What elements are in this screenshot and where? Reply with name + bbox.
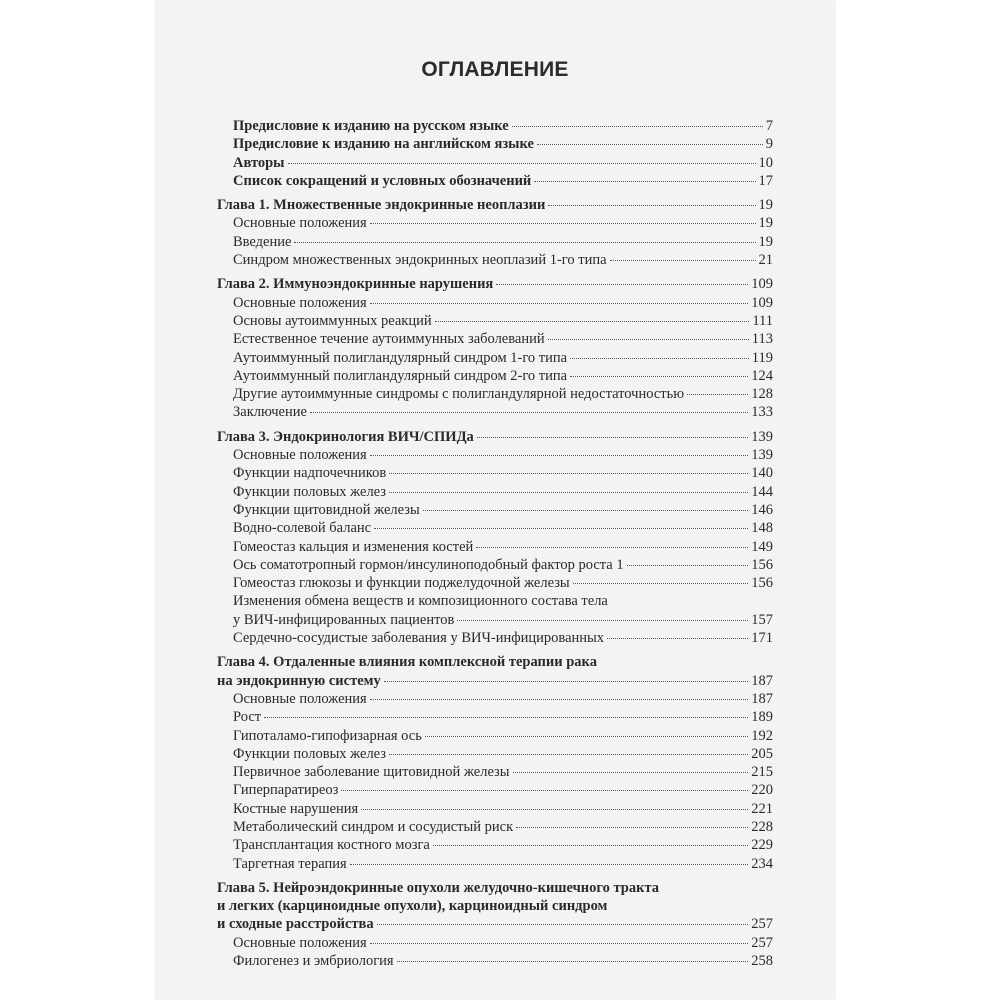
toc-section-entry-text: Метаболический синдром и сосудистый риск <box>233 818 514 835</box>
toc-chapter-heading-page: 257 <box>751 916 773 933</box>
toc-section-entry[interactable] <box>217 611 773 629</box>
dot-leader <box>687 394 748 395</box>
dot-leader <box>374 528 748 529</box>
toc-section-entry[interactable] <box>217 574 773 592</box>
toc-section-entry[interactable] <box>217 519 773 537</box>
toc-section-entry-page: 189 <box>751 709 773 726</box>
toc-section-entry-page: 128 <box>751 386 773 403</box>
toc-section-entry-text: Заключение <box>233 404 307 421</box>
toc-chapter-heading-text: Глава 5. Нейроэндокринные опухоли желудочно-кишечного тракта <box>217 879 660 896</box>
dot-leader <box>384 681 748 682</box>
toc-section-entry[interactable] <box>217 464 773 482</box>
toc-chapter-heading-text: Глава 1. Множественные эндокринные неоплазии <box>217 197 546 214</box>
toc-section-entry-text: Гипоталамо-гипофизарная ось <box>233 727 422 744</box>
dot-leader <box>397 961 749 962</box>
toc-section-entry-page: 124 <box>751 367 773 384</box>
dot-leader <box>361 809 748 810</box>
dot-leader <box>627 565 749 566</box>
dot-leader <box>389 492 748 493</box>
toc-section-entry[interactable] <box>217 727 773 745</box>
toc-chapter-heading-page: 139 <box>751 428 773 445</box>
toc-section-entry-text: Функции щитовидной железы <box>233 501 420 518</box>
toc-section-entry-text: Основные положения <box>233 294 367 311</box>
dot-leader <box>548 339 749 340</box>
toc-section-entry[interactable] <box>217 556 773 574</box>
toc-section-entry[interactable] <box>217 403 773 421</box>
toc-section-entry-page: 21 <box>758 252 773 269</box>
toc-section-entry[interactable] <box>217 501 773 519</box>
toc-section-entry-page: 187 <box>751 690 773 707</box>
toc-section-entry[interactable] <box>217 294 773 312</box>
toc-front-matter-entry[interactable] <box>217 154 773 172</box>
dot-leader <box>477 437 748 438</box>
toc-section-entry-page: 113 <box>751 331 773 348</box>
dot-leader <box>570 358 749 359</box>
dot-leader <box>534 181 755 182</box>
toc-front-matter-entry-page: 10 <box>758 154 773 171</box>
dot-leader <box>516 827 748 828</box>
toc-section-entry-text: Другие аутоиммунные синдромы с полигландулярной недостаточностью <box>233 386 685 403</box>
toc-section-entry-page: 205 <box>751 745 773 762</box>
toc-section-entry-page: 149 <box>751 538 773 555</box>
toc-section-entry-text: Гомеостаз кальция и изменения костей <box>233 538 474 555</box>
toc-chapter-heading[interactable] <box>217 897 773 915</box>
dot-leader <box>457 620 748 621</box>
dot-leader <box>513 772 749 773</box>
dot-leader <box>294 242 755 243</box>
toc-section-entry-page: 19 <box>758 215 773 232</box>
toc-chapter-heading[interactable] <box>217 653 773 671</box>
toc-section-entry-page: 148 <box>751 520 773 537</box>
toc-section-entry[interactable] <box>217 446 773 464</box>
toc-front-matter-entry-text: Список сокращений и условных обозначений <box>233 172 532 189</box>
book-page <box>155 0 835 1000</box>
toc-chapter-heading-text: Глава 3. Эндокринология ВИЧ/СПИДа <box>217 428 474 445</box>
toc-section-entry[interactable] <box>217 385 773 403</box>
toc-section-entry[interactable] <box>217 818 773 836</box>
toc-section-entry-text: Функции половых желез <box>233 745 387 762</box>
toc-chapter-heading-text: на эндокринную систему <box>217 672 381 689</box>
dot-leader <box>496 284 748 285</box>
dot-leader <box>537 144 763 145</box>
toc-section-entry-page: 192 <box>751 727 773 744</box>
page-title: ОГЛАВЛЕНИЕ <box>421 58 569 81</box>
toc-section-entry-page: 220 <box>751 782 773 799</box>
toc-section-entry-text: Синдром множественных эндокринных неоплазий 1-го типа <box>233 252 607 269</box>
toc-section-entry-text: Основные положения <box>233 447 367 464</box>
toc-section-entry[interactable] <box>217 367 773 385</box>
toc-section-entry[interactable] <box>217 214 773 232</box>
toc-section-entry[interactable] <box>217 800 773 818</box>
dot-leader <box>433 845 748 846</box>
dot-leader <box>573 583 749 584</box>
toc-section-entry-page: 228 <box>751 818 773 835</box>
toc-section-entry[interactable] <box>217 629 773 647</box>
toc-section-entry-text: Основные положения <box>233 934 367 951</box>
toc-section-entry[interactable] <box>217 349 773 367</box>
dot-leader <box>341 790 748 791</box>
dot-leader <box>370 943 749 944</box>
toc-section-entry-text: Основные положения <box>233 690 367 707</box>
toc-section-entry-text: Аутоиммунный полигландулярный синдром 2-го типа <box>233 367 568 384</box>
table-of-contents <box>217 117 773 970</box>
toc-section-entry[interactable] <box>217 690 773 708</box>
toc-section-entry-page: 257 <box>751 934 773 951</box>
toc-section-entry-page: 133 <box>751 404 773 421</box>
toc-section-entry-text: Трансплантация костного мозга <box>233 837 430 854</box>
dot-leader <box>288 163 756 164</box>
dot-leader <box>370 455 749 456</box>
toc-section-entry-page: 221 <box>751 800 773 817</box>
toc-section-entry-text: Филогенез и эмбриология <box>233 953 394 970</box>
toc-section-entry[interactable] <box>217 233 773 251</box>
toc-chapter-heading-text: Глава 2. Иммуноэндокринные нарушения <box>217 276 494 293</box>
toc-section-entry-text: Таргетная терапия <box>233 855 347 872</box>
toc-section-entry-page: 144 <box>751 483 773 500</box>
toc-front-matter-entry[interactable] <box>217 117 773 135</box>
toc-section-entry[interactable] <box>217 708 773 726</box>
toc-section-entry-page: 234 <box>751 855 773 872</box>
toc-section-entry-page: 258 <box>751 953 773 970</box>
dot-leader <box>389 473 748 474</box>
toc-section-entry-page: 140 <box>751 465 773 482</box>
toc-section-entry-text: Функции надпочечников <box>233 465 387 482</box>
toc-section-entry-page: 215 <box>751 764 773 781</box>
dot-leader <box>512 126 763 127</box>
toc-front-matter-entry-page: 9 <box>765 136 773 153</box>
toc-section-entry[interactable] <box>217 781 773 799</box>
toc-chapter-heading-page: 187 <box>751 672 773 689</box>
toc-section-entry[interactable] <box>217 483 773 501</box>
toc-section-entry-page: 146 <box>751 501 773 518</box>
toc-section-entry[interactable] <box>217 855 773 873</box>
dot-leader <box>435 321 750 322</box>
toc-section-entry-page: 109 <box>751 294 773 311</box>
toc-section-entry-page: 157 <box>751 611 773 628</box>
dot-leader <box>570 376 748 377</box>
dot-leader <box>425 736 748 737</box>
toc-front-matter-entry-page: 17 <box>758 172 773 189</box>
dot-leader <box>423 510 749 511</box>
toc-chapter-heading[interactable] <box>217 196 773 214</box>
dot-leader <box>370 699 749 700</box>
toc-front-matter-entry-page: 7 <box>765 118 773 134</box>
toc-section-entry-text: Ось соматотропный гормон/инсулиноподобный фактор роста 1 <box>233 556 624 573</box>
toc-section-entry-page: 171 <box>751 630 773 647</box>
toc-section-entry-text: Основы аутоиммунных реакций <box>233 312 432 329</box>
dot-leader <box>350 864 749 865</box>
toc-section-entry-text: у ВИЧ-инфицированных пациентов <box>233 611 455 628</box>
toc-chapter-heading-text: и легких (карциноидные опухоли), карциноидный синдром <box>217 898 608 915</box>
dot-leader <box>377 924 749 925</box>
toc-front-matter-entry-text: Предисловие к изданию на английском языке <box>233 136 534 153</box>
toc-chapter-heading-text: и сходные расстройства <box>217 916 374 933</box>
toc-section-entry-page: 119 <box>751 349 773 366</box>
toc-section-entry-page: 156 <box>751 575 773 592</box>
toc-front-matter-entry-text: Предисловие к изданию на русском языке <box>233 118 509 134</box>
dot-leader <box>370 223 756 224</box>
toc-section-entry[interactable] <box>217 592 773 610</box>
toc-front-matter-entry[interactable] <box>217 135 773 153</box>
toc-section-entry[interactable] <box>217 330 773 348</box>
toc-section-entry-text: Гиперпаратиреоз <box>233 782 339 799</box>
toc-section-entry[interactable] <box>217 745 773 763</box>
toc-section-entry[interactable] <box>217 836 773 854</box>
toc-front-matter-entry-text: Авторы <box>233 154 285 171</box>
toc-section-entry[interactable] <box>217 538 773 556</box>
toc-section-entry[interactable] <box>217 312 773 330</box>
toc-chapter-heading[interactable] <box>217 275 773 293</box>
toc-section-entry-text: Рост <box>233 709 262 726</box>
toc-chapter-heading[interactable] <box>217 672 773 690</box>
toc-chapter-heading-text: Глава 4. Отдаленные влияния комплексной терапии рака <box>217 654 597 671</box>
toc-section-entry-text: Изменения обмена веществ и композиционного состава тела <box>233 593 608 610</box>
toc-section-entry-text: Костные нарушения <box>233 800 359 817</box>
toc-section-entry[interactable] <box>217 251 773 269</box>
toc-section-entry-text: Основные положения <box>233 215 367 232</box>
dot-leader <box>548 205 755 206</box>
toc-section-entry-text: Гомеостаз глюкозы и функции поджелудочной железы <box>233 575 570 592</box>
toc-section-entry-page: 156 <box>751 556 773 573</box>
dot-leader <box>370 303 749 304</box>
toc-chapter-heading-page: 19 <box>758 197 773 214</box>
toc-section-entry-page: 19 <box>758 233 773 250</box>
toc-chapter-heading[interactable] <box>217 879 773 897</box>
toc-section-entry-text: Сердечно-сосудистые заболевания у ВИЧ-инфицированных <box>233 630 605 647</box>
dot-leader <box>310 412 748 413</box>
dot-leader <box>610 260 756 261</box>
toc-section-entry[interactable] <box>217 952 773 970</box>
toc-chapter-heading-page: 109 <box>751 276 773 293</box>
toc-section-entry-page: 111 <box>752 312 773 329</box>
toc-section-entry[interactable] <box>217 763 773 781</box>
toc-section-entry-text: Водно-солевой баланс <box>233 520 372 537</box>
toc-section-entry-text: Естественное течение аутоиммунных заболеваний <box>233 331 545 348</box>
dot-leader <box>264 717 748 718</box>
toc-section-entry-text: Первичное заболевание щитовидной железы <box>233 764 510 781</box>
toc-section-entry-text: Введение <box>233 233 292 250</box>
toc-chapter-heading[interactable] <box>217 915 773 933</box>
toc-chapter-heading[interactable] <box>217 428 773 446</box>
dot-leader <box>389 754 748 755</box>
toc-section-entry-text: Аутоиммунный полигландулярный синдром 1-го типа <box>233 349 568 366</box>
toc-section-entry-page: 139 <box>751 447 773 464</box>
toc-section-entry[interactable] <box>217 934 773 952</box>
toc-section-entry-text: Функции половых желез <box>233 483 387 500</box>
dot-leader <box>476 547 748 548</box>
dot-leader <box>607 638 748 639</box>
toc-section-entry-page: 229 <box>751 837 773 854</box>
toc-front-matter-entry[interactable] <box>217 172 773 190</box>
